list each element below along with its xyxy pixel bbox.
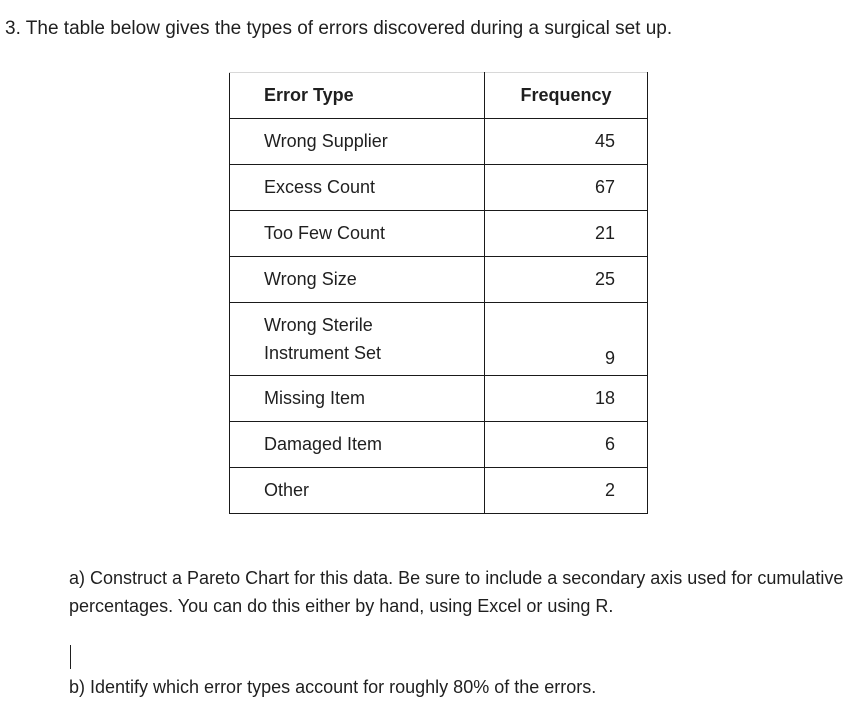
frequency-value: 21: [594, 223, 615, 243]
header-frequency: [485, 73, 648, 119]
table-row: [230, 257, 648, 303]
frequency-value: 45: [594, 131, 615, 151]
table-row: [230, 303, 648, 376]
frequency-cell: [485, 119, 648, 165]
frequency-cell: [485, 211, 648, 257]
error-type-cell: [230, 422, 485, 468]
frequency-cell: [485, 422, 648, 468]
frequency-cell: [485, 376, 648, 422]
header-error-type: [230, 73, 485, 119]
error-type-cell: [230, 376, 485, 422]
part-a-instruction: a) Construct a Pareto Chart for this data. Be sure to include a secondary axis used for cumulative percentages. You can do this either by hand, using Excel or using R.: [69, 568, 844, 616]
table-row: [230, 165, 648, 211]
error-frequency-table: [229, 72, 648, 514]
error-type-label: Other: [264, 480, 310, 500]
error-type-label: Too Few Count: [264, 223, 386, 243]
error-type-label-line2: Instrument Set: [264, 343, 382, 363]
error-type-label: Wrong Size: [264, 269, 357, 289]
frequency-cell: [485, 165, 648, 211]
table-row: [230, 468, 648, 514]
error-type-cell: [230, 468, 485, 514]
error-type-label: Wrong Supplier: [264, 131, 388, 151]
text-cursor[interactable]: [70, 645, 71, 669]
frequency-cell: [485, 303, 648, 376]
error-type-label: Excess Count: [264, 177, 376, 197]
table-row: [230, 211, 648, 257]
frequency-cell: [485, 257, 648, 303]
table-row: [230, 376, 648, 422]
frequency-value: 67: [594, 177, 615, 197]
error-type-label: Damaged Item: [264, 434, 383, 454]
table-header-row: [230, 73, 648, 119]
error-type-label: Missing Item: [264, 388, 366, 408]
table-row: [230, 119, 648, 165]
frequency-value: 9: [604, 348, 615, 368]
frequency-value: 18: [594, 388, 615, 408]
error-type-cell: [230, 303, 485, 376]
frequency-cell: [485, 468, 648, 514]
error-type-cell: [230, 211, 485, 257]
header-frequency-label: Frequency: [520, 85, 612, 105]
frequency-value: 2: [604, 480, 615, 500]
question-title: 3. The table below gives the types of errors discovered during a surgical set up.: [5, 18, 673, 39]
part-b-instruction: b) Identify which error types account for roughly 80% of the errors.: [69, 677, 597, 697]
frequency-value: 25: [594, 269, 615, 289]
error-type-cell: [230, 257, 485, 303]
table-row: [230, 422, 648, 468]
error-type-cell: [230, 119, 485, 165]
header-error-type-label: Error Type: [264, 85, 354, 105]
error-type-label-line1: Wrong Sterile: [264, 315, 373, 335]
error-type-cell: [230, 165, 485, 211]
frequency-value: 6: [604, 434, 615, 454]
